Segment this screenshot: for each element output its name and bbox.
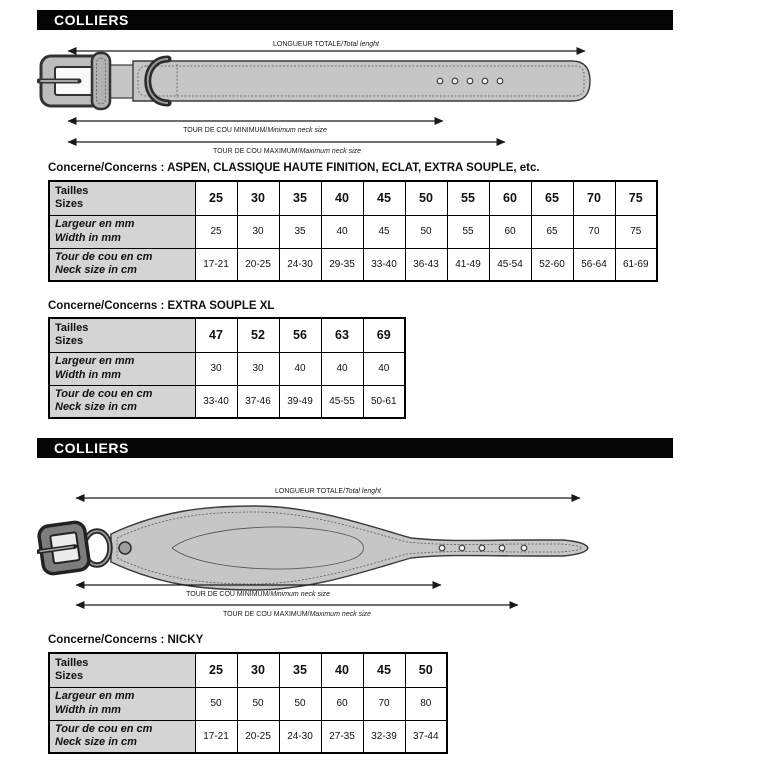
value-cell: 20-25 — [237, 720, 279, 753]
size-header-cell: 70 — [573, 181, 615, 215]
size-header-cell: 75 — [615, 181, 657, 215]
value-cell: 40 — [321, 215, 363, 248]
value-cell: 70 — [573, 215, 615, 248]
row-label — [49, 653, 195, 687]
size-header-cell: 25 — [195, 181, 237, 215]
row-label-line: Largeur en mm — [55, 690, 135, 703]
size-header-cell: 40 — [321, 653, 363, 687]
flat-collar-diagram — [37, 36, 677, 160]
table-row — [49, 318, 405, 352]
buckle — [37, 521, 90, 575]
size-header-cell: 47 — [195, 318, 237, 352]
size-header-cell: 63 — [321, 318, 363, 352]
row-label-line: Tour de cou en cm — [55, 723, 153, 736]
row-label — [49, 181, 195, 215]
row-label-line: Tour de cou en cm — [55, 388, 153, 401]
total-length-label: LONGUEUR TOTALE/Total lenght — [273, 41, 379, 48]
size-header-cell: 30 — [237, 181, 279, 215]
size-header-cell: 45 — [363, 181, 405, 215]
row-label — [49, 352, 195, 385]
size-header-cell: 40 — [321, 181, 363, 215]
value-cell: 52-60 — [531, 248, 573, 281]
value-cell: 61-69 — [615, 248, 657, 281]
value-cell: 75 — [615, 215, 657, 248]
row-label-line: Tailles — [55, 185, 89, 198]
value-cell: 45-55 — [321, 385, 363, 418]
neck-max-label: TOUR DE COU MAXIMUM/Maximum neck size — [222, 611, 372, 618]
size-header-cell: 35 — [279, 181, 321, 215]
value-cell: 24-30 — [279, 720, 321, 753]
value-cell: 50 — [279, 687, 321, 720]
size-header-cell: 52 — [237, 318, 279, 352]
value-cell: 70 — [363, 687, 405, 720]
value-cell: 41-49 — [447, 248, 489, 281]
value-cell: 20-25 — [237, 248, 279, 281]
value-cell: 33-40 — [195, 385, 237, 418]
size-header-cell: 30 — [237, 653, 279, 687]
row-label-line: Sizes — [55, 670, 84, 683]
size-table-nicky — [48, 652, 448, 754]
size-header-cell: 65 — [531, 181, 573, 215]
table-row — [49, 215, 657, 248]
size-header-cell: 50 — [405, 653, 447, 687]
row-label-line: Neck size in cm — [55, 264, 137, 277]
value-cell: 29-35 — [321, 248, 363, 281]
section-header-bar-1 — [37, 10, 673, 30]
neck-max-label: TOUR DE COU MAXIMUM/Maximum neck size — [212, 148, 362, 155]
value-cell: 55 — [447, 215, 489, 248]
value-cell: 37-44 — [405, 720, 447, 753]
row-label-line: Width in mm — [55, 368, 121, 381]
table-row — [49, 248, 657, 281]
strap — [133, 61, 590, 101]
value-cell: 60 — [489, 215, 531, 248]
size-header-cell: 56 — [279, 318, 321, 352]
value-cell: 27-35 — [321, 720, 363, 753]
row-label-line: Neck size in cm — [55, 736, 137, 749]
size-table-aspen — [48, 180, 658, 282]
dimension-total-length — [68, 41, 585, 51]
row-label-line: Largeur en mm — [55, 355, 135, 368]
greyhound-collar-drawing — [37, 506, 588, 590]
row-label — [49, 248, 195, 281]
value-cell: 35 — [279, 215, 321, 248]
value-cell: 17-21 — [195, 248, 237, 281]
value-cell: 40 — [279, 352, 321, 385]
row-label — [49, 385, 195, 418]
size-header-cell: 69 — [363, 318, 405, 352]
size-header-cell: 25 — [195, 653, 237, 687]
size-header-cell: 55 — [447, 181, 489, 215]
dimension-neck-min — [68, 121, 443, 134]
row-label-line: Sizes — [55, 335, 84, 348]
row-label-line: Width in mm — [55, 231, 121, 244]
value-cell: 30 — [195, 352, 237, 385]
value-cell: 50 — [237, 687, 279, 720]
neck-min-label: TOUR DE COU MINIMUM/Minimum neck size — [183, 127, 327, 134]
value-cell: 30 — [237, 352, 279, 385]
value-cell: 80 — [405, 687, 447, 720]
row-label-line: Width in mm — [55, 703, 121, 716]
dimension-neck-max — [68, 142, 505, 155]
concerns-line-aspen: Concerne/Concerns : ASPEN, CLASSIQUE HAUTE FINITION, ECLAT, EXTRA SOUPLE, etc. — [48, 162, 540, 174]
row-label-line: Tailles — [55, 657, 89, 670]
table-row — [49, 687, 447, 720]
value-cell: 39-49 — [279, 385, 321, 418]
table-row — [49, 653, 447, 687]
value-cell: 60 — [321, 687, 363, 720]
concerns-line-nicky: Concerne/Concerns : NICKY — [48, 634, 204, 646]
size-table-extra-souple-xl — [48, 317, 406, 419]
value-cell: 40 — [363, 352, 405, 385]
value-cell: 40 — [321, 352, 363, 385]
value-cell: 50 — [405, 215, 447, 248]
table-row — [49, 352, 405, 385]
dimension-neck-max — [76, 605, 518, 618]
row-label — [49, 720, 195, 753]
section-header-bar-2 — [37, 438, 673, 458]
stud — [119, 542, 131, 554]
value-cell: 36-43 — [405, 248, 447, 281]
row-label — [49, 318, 195, 352]
collar-body — [111, 506, 588, 590]
concerns-line-extra-souple-xl: Concerne/Concerns : EXTRA SOUPLE XL — [48, 300, 275, 312]
section-header-label-2: COLLIERS — [54, 440, 129, 456]
value-cell: 17-21 — [195, 720, 237, 753]
value-cell: 24-30 — [279, 248, 321, 281]
table-row — [49, 385, 405, 418]
row-label-line: Largeur en mm — [55, 218, 135, 231]
table-row — [49, 181, 657, 215]
value-cell: 32-39 — [363, 720, 405, 753]
size-header-cell: 60 — [489, 181, 531, 215]
value-cell: 56-64 — [573, 248, 615, 281]
value-cell: 50-61 — [363, 385, 405, 418]
value-cell: 45 — [363, 215, 405, 248]
value-cell: 25 — [195, 215, 237, 248]
size-header-cell: 50 — [405, 181, 447, 215]
keeper-loop — [92, 53, 110, 109]
value-cell: 33-40 — [363, 248, 405, 281]
value-cell: 37-46 — [237, 385, 279, 418]
row-label-line: Tour de cou en cm — [55, 251, 153, 264]
flat-collar-drawing — [39, 53, 590, 109]
row-label-line: Sizes — [55, 198, 84, 211]
neck-min-label: TOUR DE COU MINIMUM/Minimum neck size — [186, 591, 330, 598]
table-row — [49, 720, 447, 753]
greyhound-collar-diagram — [37, 472, 677, 624]
total-length-label: LONGUEUR TOTALE/Total lenght — [275, 488, 381, 495]
section-header-label-1: COLLIERS — [54, 12, 129, 28]
row-label — [49, 687, 195, 720]
value-cell: 30 — [237, 215, 279, 248]
value-cell: 65 — [531, 215, 573, 248]
size-header-cell: 45 — [363, 653, 405, 687]
row-label — [49, 215, 195, 248]
row-label-line: Neck size in cm — [55, 401, 137, 414]
value-cell: 50 — [195, 687, 237, 720]
value-cell: 45-54 — [489, 248, 531, 281]
dimension-total-length — [76, 488, 580, 498]
size-header-cell: 35 — [279, 653, 321, 687]
row-label-line: Tailles — [55, 322, 89, 335]
